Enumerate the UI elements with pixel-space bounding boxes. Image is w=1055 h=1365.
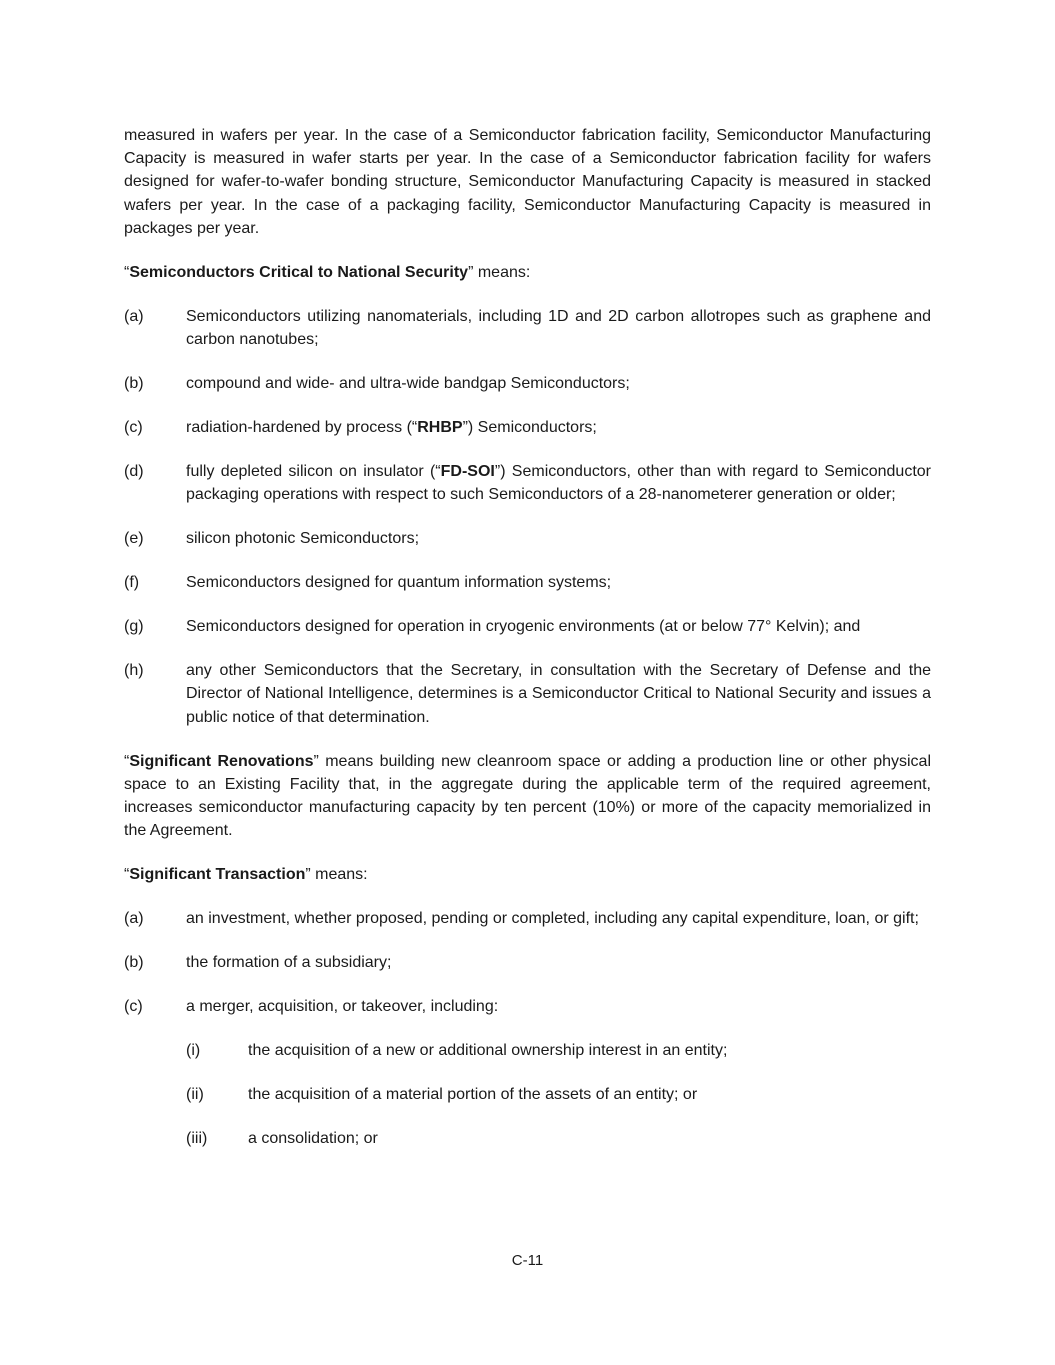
list-item — [124, 527, 931, 550]
item-text-pre: fully depleted silicon on insulator (“ — [186, 463, 441, 481]
open-quote: “ — [124, 866, 130, 884]
intro-paragraph: measured in wafers per year. In the case of a Semiconductor fabrication facility, Semiconductor Manufacturing Capacity is measured in wafer starts per year. In the case of a Semiconductor fabrication facility for wafers designed for wafer-to-wafer bonding structure, Semiconductor Manufacturing Capacity is measured in stacked wafers per year. In the case of a packaging facility, Semiconductor Manufacturing Capacity is measured in packages per year. — [124, 127, 931, 237]
definition-heading-critical — [124, 261, 931, 284]
item-text: Semiconductors designed for quantum information systems; — [186, 574, 612, 592]
acronym: RHBP — [417, 419, 463, 437]
sub-list-item — [124, 1083, 931, 1106]
item-label: (f) — [124, 574, 140, 592]
item-text: silicon photonic Semiconductors; — [186, 530, 420, 548]
document-page — [124, 124, 931, 1171]
list-item — [124, 951, 931, 974]
acronym: FD-SOI — [440, 463, 495, 481]
item-text-pre: radiation-hardened by process (“ — [186, 419, 418, 437]
item-label: (b) — [124, 375, 144, 393]
list-item — [124, 995, 931, 1018]
definition-heading-transaction — [124, 863, 931, 886]
item-text: Semiconductors utilizing nanomaterials, including 1D and 2D carbon allotropes such as graphene and carbon nanotubes; — [186, 307, 931, 349]
sub-item-label: (ii) — [186, 1086, 204, 1104]
item-label: (b) — [124, 954, 144, 972]
item-text: an investment, whether proposed, pending or completed, including any capital expenditure, loan, or gift; — [186, 910, 919, 928]
item-label: (d) — [124, 463, 144, 481]
item-label: (e) — [124, 530, 144, 548]
definition-text: ” means building new cleanroom space or adding a production line or other physical space to an Existing Facility that, in the aggregate during the applicable term of the required agreement, increases semiconductor manufacturing capacity by ten percent (10%) or more of the capacity memorialized in the Agreement. — [124, 752, 932, 840]
defined-term: Significant Renovations — [129, 752, 314, 770]
list-item — [124, 460, 931, 506]
sub-item-label: (i) — [186, 1042, 201, 1060]
item-label: (a) — [124, 910, 144, 928]
page-number: C-11 — [511, 1252, 544, 1269]
open-quote: “ — [124, 752, 130, 770]
sub-list-item — [124, 1039, 931, 1062]
definition-renovations — [124, 750, 931, 843]
means-text: ” means: — [468, 263, 531, 281]
list-item — [124, 907, 931, 930]
item-label: (g) — [124, 618, 144, 636]
sub-item-text: a consolidation; or — [248, 1130, 378, 1148]
list-item — [124, 615, 931, 638]
sub-list-item — [124, 1127, 931, 1150]
list-item — [124, 571, 931, 594]
item-label: (h) — [124, 662, 144, 680]
item-text: compound and wide- and ultra-wide bandgap Semiconductors; — [186, 375, 630, 393]
defined-term: Significant Transaction — [129, 866, 306, 884]
item-text: any other Semiconductors that the Secretary, in consultation with the Secretary of Defense and the Director of National Intelligence, determines is a Semiconductor Critical to National Security and issues a public notice of that determination. — [186, 662, 931, 726]
sub-item-text: the acquisition of a new or additional ownership interest in an entity; — [248, 1042, 728, 1060]
item-text-post: ”) Semiconductors, other than with regard to Semiconductor packaging operations with respect to such Semiconductors of a 28-nanometerer generation or older; — [186, 463, 932, 504]
item-text: Semiconductors designed for operation in cryogenic environments (at or below 77° Kelvin); and — [186, 618, 861, 636]
means-text: ” means: — [305, 866, 368, 884]
defined-term: Semiconductors Critical to National Security — [129, 263, 469, 281]
list-item — [124, 416, 931, 439]
sub-item-text: the acquisition of a material portion of the assets of an entity; or — [248, 1086, 698, 1104]
list-item — [124, 659, 931, 729]
item-text: the formation of a subsidiary; — [186, 954, 392, 972]
item-label: (a) — [124, 307, 144, 325]
sub-item-label: (iii) — [186, 1130, 208, 1148]
item-text: a merger, acquisition, or takeover, including: — [186, 998, 499, 1016]
list-item — [124, 372, 931, 395]
item-label: (c) — [124, 419, 143, 437]
item-label: (c) — [124, 998, 143, 1016]
item-text-post: ”) Semiconductors; — [462, 419, 597, 437]
open-quote: “ — [124, 263, 130, 281]
list-item — [124, 305, 931, 351]
